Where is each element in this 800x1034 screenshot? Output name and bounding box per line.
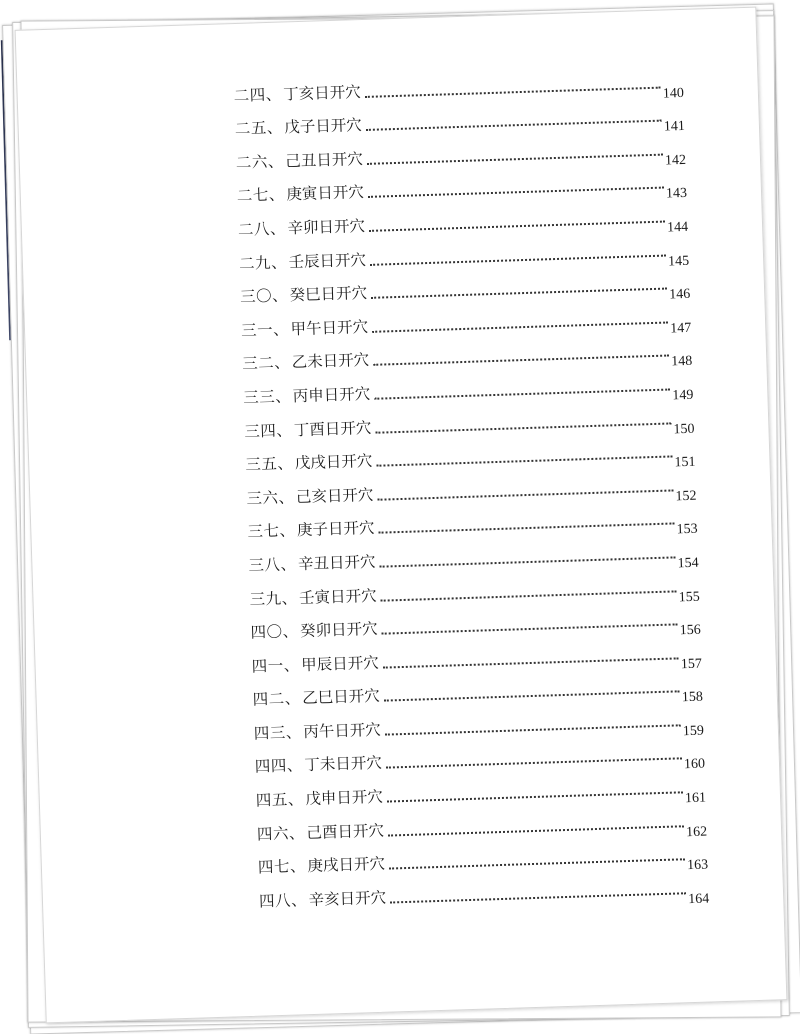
toc-entry-separator: 、 bbox=[280, 555, 297, 574]
toc-entry-separator: 、 bbox=[278, 488, 295, 507]
toc-entry-number: 二六 bbox=[235, 152, 269, 172]
toc-entry-number: 二八 bbox=[237, 219, 271, 239]
toc-entry-separator: 、 bbox=[267, 152, 284, 171]
toc-entry-page-number: 151 bbox=[674, 454, 696, 471]
toc-entry-separator: 、 bbox=[285, 723, 302, 742]
toc-entry-page-number: 144 bbox=[666, 219, 689, 236]
toc-entry-title: 乙未日开穴 bbox=[291, 351, 370, 372]
toc-entry-number: 四八 bbox=[258, 891, 292, 911]
toc-entry-title: 丙申日开穴 bbox=[292, 384, 371, 406]
toc-entry-page-number: 142 bbox=[664, 152, 687, 169]
toc-entry-page-number: 145 bbox=[667, 253, 690, 270]
toc-entry-page-number: 149 bbox=[672, 387, 694, 404]
toc-entry-separator: 、 bbox=[283, 655, 300, 675]
toc-entry-title: 丁亥日开穴 bbox=[282, 82, 362, 104]
toc-entry-number: 二四 bbox=[233, 85, 267, 105]
toc-entry-separator: 、 bbox=[268, 185, 285, 205]
toc-entry-separator: 、 bbox=[286, 756, 303, 776]
toc-entry-number: 四〇 bbox=[250, 622, 283, 642]
toc-entry-page-number: 159 bbox=[682, 723, 705, 740]
toc-entry-title: 癸巳日开穴 bbox=[289, 284, 368, 305]
toc-entry-number: 四六 bbox=[256, 824, 290, 844]
toc-entry-number: 三三 bbox=[242, 387, 276, 407]
toc-entry-number: 三二 bbox=[241, 354, 275, 374]
toc-entry-title: 庚子日开穴 bbox=[296, 519, 375, 540]
toc-entry-page-number: 154 bbox=[677, 555, 699, 572]
toc-entry-number: 三四 bbox=[244, 421, 277, 441]
toc-entry-page-number: 163 bbox=[686, 857, 709, 874]
dot-leader bbox=[390, 892, 686, 903]
toc-entry-number: 三八 bbox=[248, 555, 281, 575]
toc-entry-separator: 、 bbox=[266, 118, 283, 138]
toc-entry-separator: 、 bbox=[279, 521, 296, 541]
toc-entry-title: 丁未日开穴 bbox=[304, 754, 383, 775]
toc-entry-title: 辛亥日开穴 bbox=[308, 888, 387, 909]
toc-entry-number: 四四 bbox=[254, 757, 288, 777]
toc-entry-number: 四七 bbox=[257, 857, 291, 877]
toc-entry-title: 戊戌日开穴 bbox=[294, 452, 373, 473]
toc-entry-separator: 、 bbox=[281, 588, 298, 608]
toc-entry-separator: 、 bbox=[284, 689, 301, 709]
toc-entry-number: 四三 bbox=[253, 723, 287, 743]
toc-entry-title: 己丑日开穴 bbox=[285, 149, 364, 171]
toc-entry-title: 壬辰日开穴 bbox=[288, 250, 367, 271]
toc-entry-number: 四五 bbox=[255, 790, 289, 810]
toc-entry-separator: 、 bbox=[273, 353, 290, 373]
toc-entry-page-number: 153 bbox=[676, 522, 698, 538]
toc-entry-separator: 、 bbox=[271, 286, 288, 306]
toc-entry-title: 癸卯日开穴 bbox=[299, 619, 378, 641]
toc-entry-number: 四二 bbox=[252, 690, 286, 710]
toc-entry-page-number: 160 bbox=[683, 757, 706, 773]
toc-entry-page-number: 148 bbox=[671, 354, 693, 370]
toc-entry-number: 三九 bbox=[249, 589, 282, 609]
toc-entry-title: 乙巳日开穴 bbox=[301, 687, 381, 708]
toc-entry-separator: 、 bbox=[277, 454, 294, 473]
toc-entry-number: 三五 bbox=[245, 454, 278, 474]
toc-entry-separator: 、 bbox=[276, 420, 293, 440]
toc-entry-separator: 、 bbox=[289, 857, 306, 876]
toc-entry-page-number: 158 bbox=[681, 689, 704, 706]
toc-entry-page-number: 140 bbox=[662, 85, 685, 102]
toc-entry-separator: 、 bbox=[282, 622, 299, 641]
toc-entry-title: 丁酉日开穴 bbox=[293, 418, 372, 439]
toc-entry-number: 三七 bbox=[247, 522, 280, 542]
toc-entry-number: 三一 bbox=[240, 320, 274, 340]
toc-entry-title: 戊申日开穴 bbox=[305, 787, 384, 809]
toc-entry-page-number: 150 bbox=[673, 421, 695, 437]
toc-entry-page-number: 156 bbox=[679, 622, 702, 639]
toc-entry-title: 丙午日开穴 bbox=[303, 720, 382, 742]
toc-entry-number: 三〇 bbox=[239, 287, 273, 307]
toc-entry-number: 四一 bbox=[251, 656, 284, 676]
toc-entry-title: 己酉日开穴 bbox=[306, 821, 385, 842]
toc-entry-page-number: 141 bbox=[663, 119, 686, 135]
toc-entry-page-number: 155 bbox=[678, 589, 700, 605]
toc-entry-number: 二九 bbox=[238, 253, 272, 273]
toc-entry-page-number: 143 bbox=[665, 186, 688, 202]
toc-entry-title: 庚寅日开穴 bbox=[286, 183, 365, 204]
toc-entry-separator: 、 bbox=[290, 891, 307, 910]
table-of-contents bbox=[233, 58, 709, 912]
toc-entry-title: 庚戌日开穴 bbox=[307, 854, 386, 876]
toc-entry-number: 三六 bbox=[246, 488, 279, 508]
toc-entry-title: 辛丑日开穴 bbox=[297, 552, 376, 574]
toc-entry-title: 甲辰日开穴 bbox=[300, 653, 379, 674]
toc-entry-page-number: 162 bbox=[685, 824, 708, 840]
toc-entry-page-number: 147 bbox=[670, 320, 692, 337]
toc-entry-title: 己亥日开穴 bbox=[295, 485, 374, 507]
toc-entry-title: 辛卯日开穴 bbox=[287, 216, 366, 238]
toc-entry-page-number: 157 bbox=[680, 656, 703, 672]
toc-entry-title: 戊子日开穴 bbox=[284, 116, 363, 137]
toc-entry-separator: 、 bbox=[274, 387, 292, 406]
toc-entry-page-number: 164 bbox=[687, 891, 710, 908]
toc-entry-separator: 、 bbox=[272, 320, 289, 339]
toc-entry-separator: 、 bbox=[288, 823, 305, 843]
toc-entry-number: 二七 bbox=[236, 186, 270, 206]
toc-entry-separator: 、 bbox=[287, 790, 304, 809]
toc-entry-page-number: 146 bbox=[668, 286, 691, 303]
toc-entry-title: 甲午日开穴 bbox=[290, 317, 369, 339]
toc-entry-separator: 、 bbox=[269, 219, 286, 238]
toc-entry-title: 壬寅日开穴 bbox=[298, 586, 377, 607]
toc-entry-page-number: 161 bbox=[684, 790, 707, 807]
toc-entry-page-number: 152 bbox=[675, 488, 697, 505]
toc-page bbox=[15, 7, 788, 1024]
toc-entry-number: 二五 bbox=[234, 119, 268, 139]
toc-entry-separator: 、 bbox=[265, 85, 282, 104]
toc-entry-separator: 、 bbox=[270, 253, 287, 272]
